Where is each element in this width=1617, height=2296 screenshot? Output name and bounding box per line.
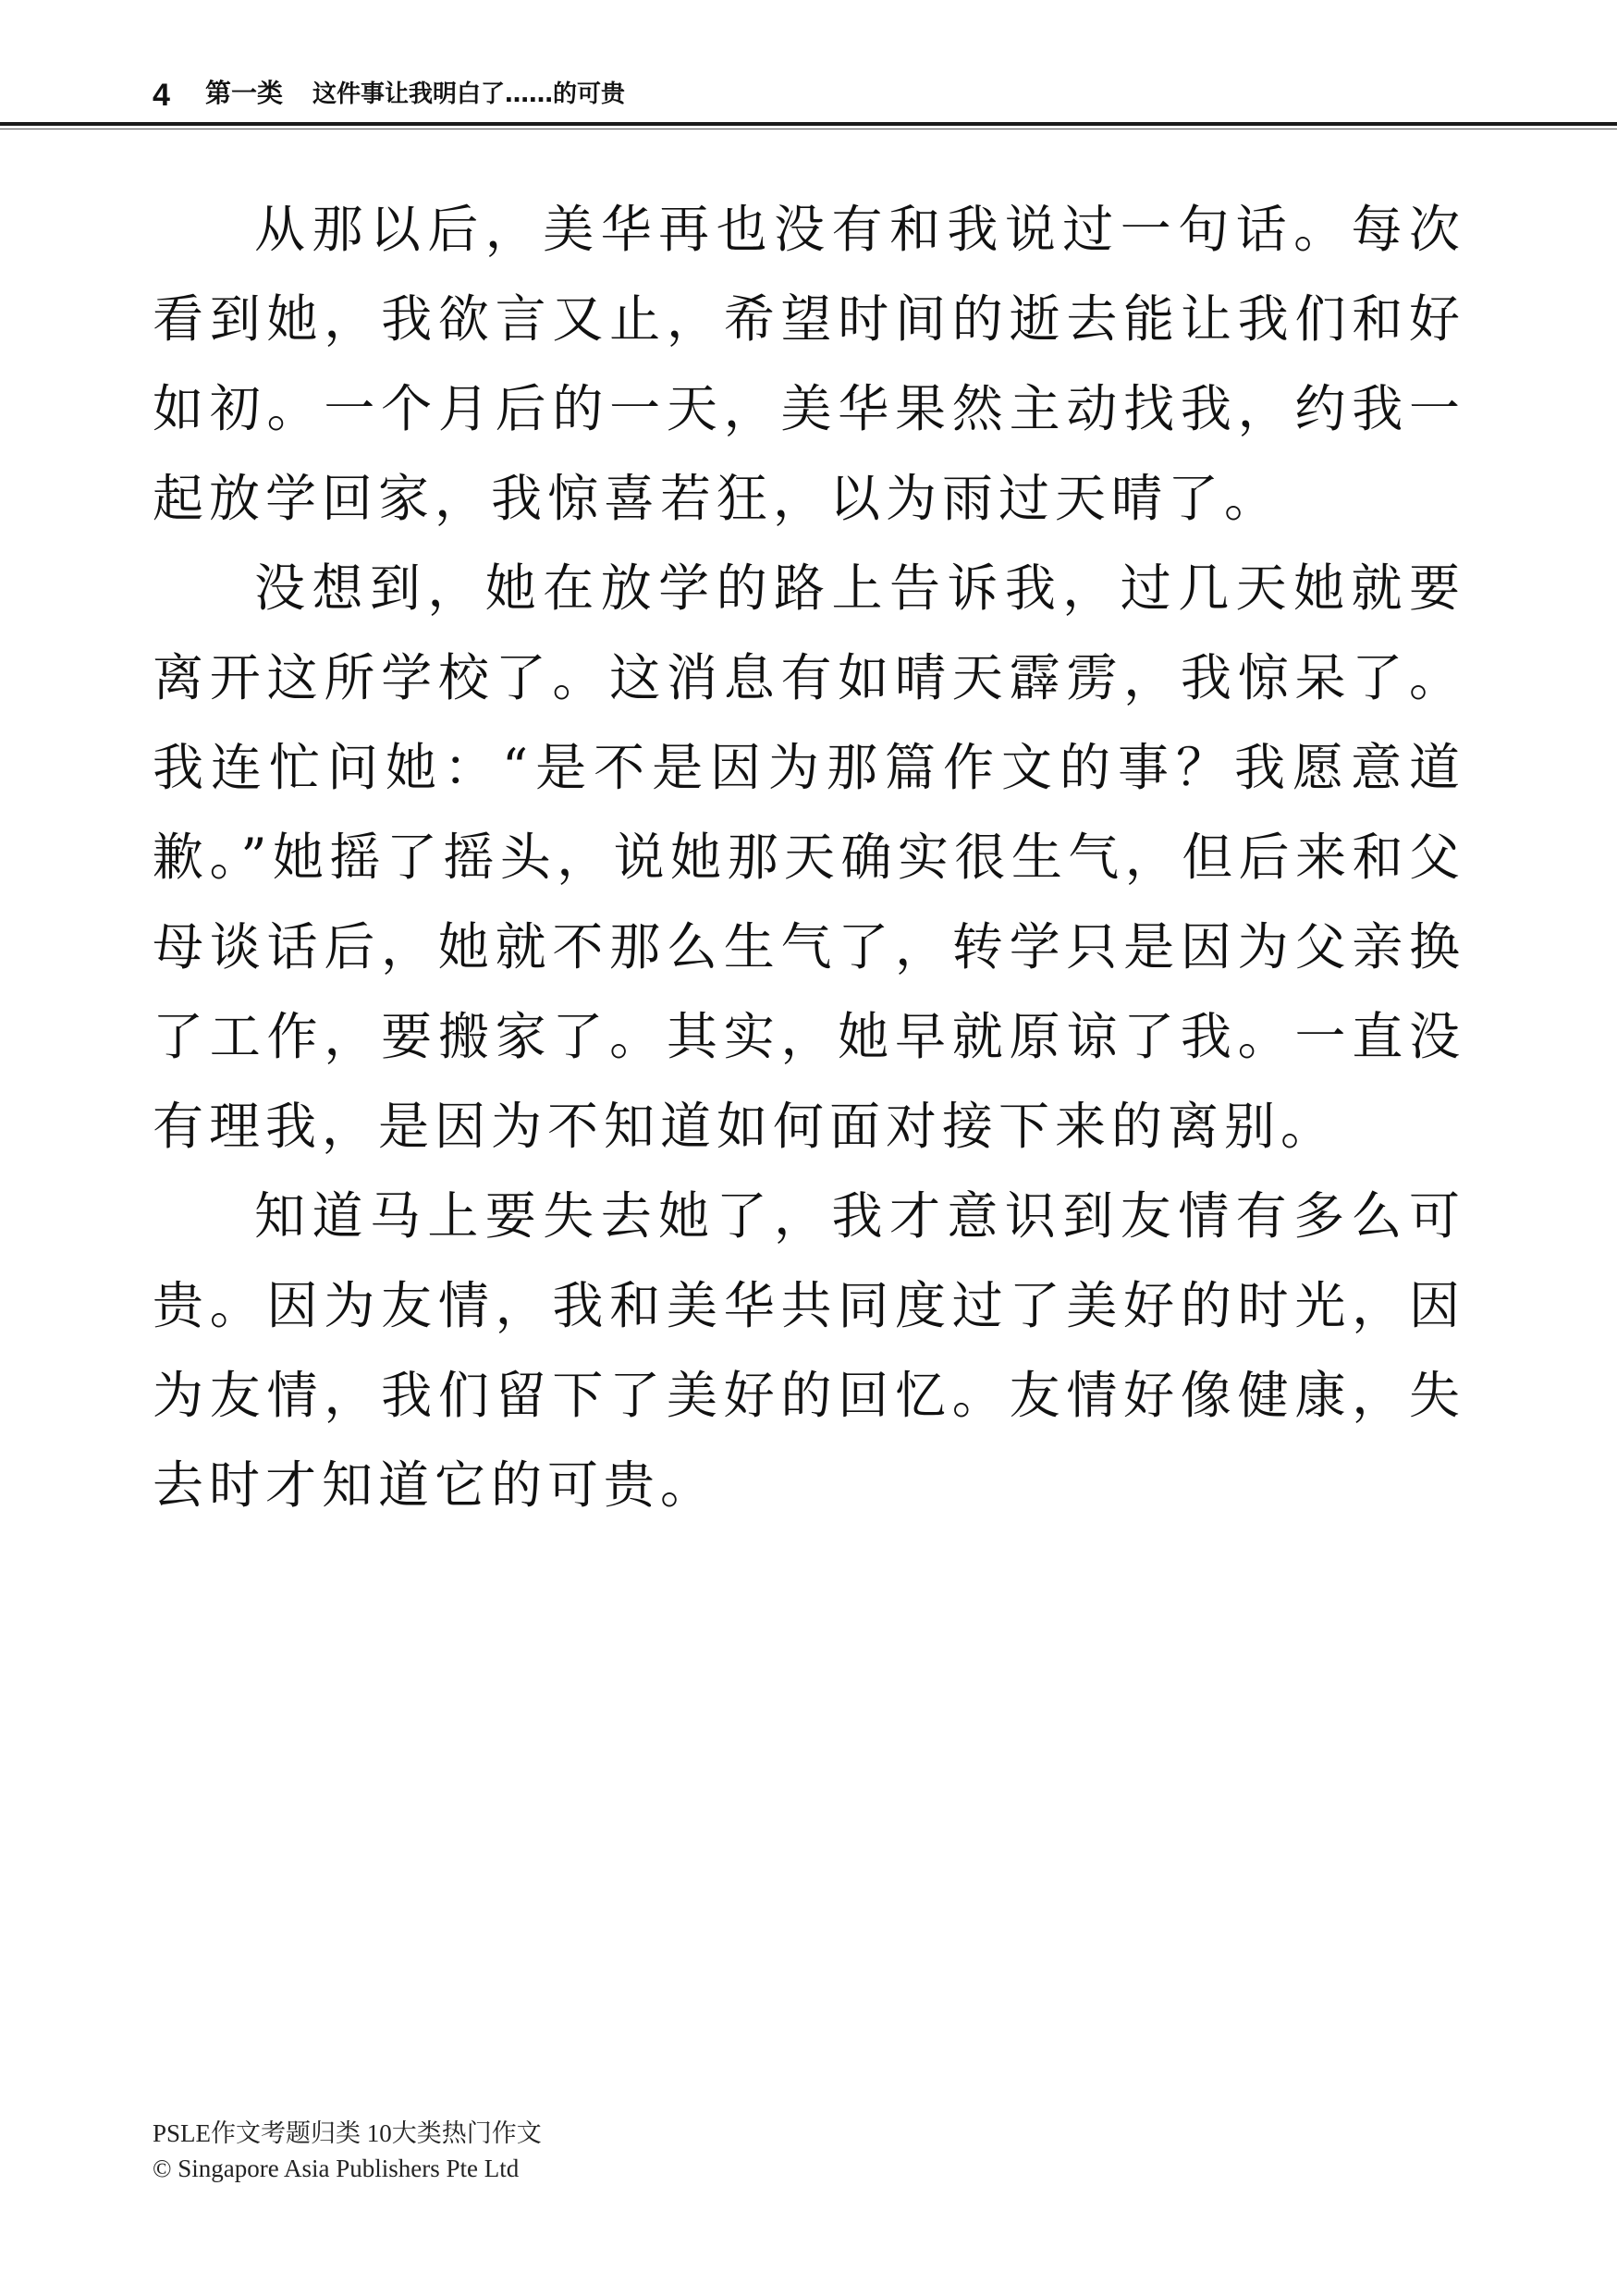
footer-copyright: © Singapore Asia Publishers Pte Ltd	[153, 2155, 520, 2182]
page-number: 4	[153, 78, 170, 113]
chapter-title: 这件事让我明白了……的可贵	[312, 80, 626, 108]
page-footer	[153, 2116, 542, 2186]
paragraph-1: 从那以后，美华再也没有和我说过一句话。每次看到她，我欲言又止，希望时间的逝去能让我们和好如初。一个月后的一天，美华果然主动找我，约我一起放学回家，我惊喜若狂，以为雨过天晴了。	[153, 200, 1465, 528]
footer-book-title: PSLE作文考题归类 10大类热门作文	[153, 2119, 542, 2147]
chapter-label: 第一类	[205, 78, 284, 108]
paragraph-2: 没想到，她在放学的路上告诉我，过几天她就要离开这所学校了。这消息有如晴天霹雳，我惊呆了。我连忙问她：“是不是因为那篇作文的事？我愿意道歉。”她摇了摇头，说她那天确实很生气，但后来和父母谈话后，她就不那么生气了，转学只是因为父亲换了工作，要搬家了。其实，她早就原谅了我。一直没有理我，是因为不知道如何面对接下来的离别。	[153, 559, 1465, 1156]
essay-body	[153, 185, 1465, 1530]
header-rule-thick	[0, 122, 1617, 126]
paragraph-3: 知道马上要失去她了，我才意识到友情有多么可贵。因为友情，我和美华共同度过了美好的时光，因为友情，我们留下了美好的回忆。友情好像健康，失去时才知道它的可贵。	[153, 1186, 1465, 1515]
page-header	[0, 72, 1617, 128]
